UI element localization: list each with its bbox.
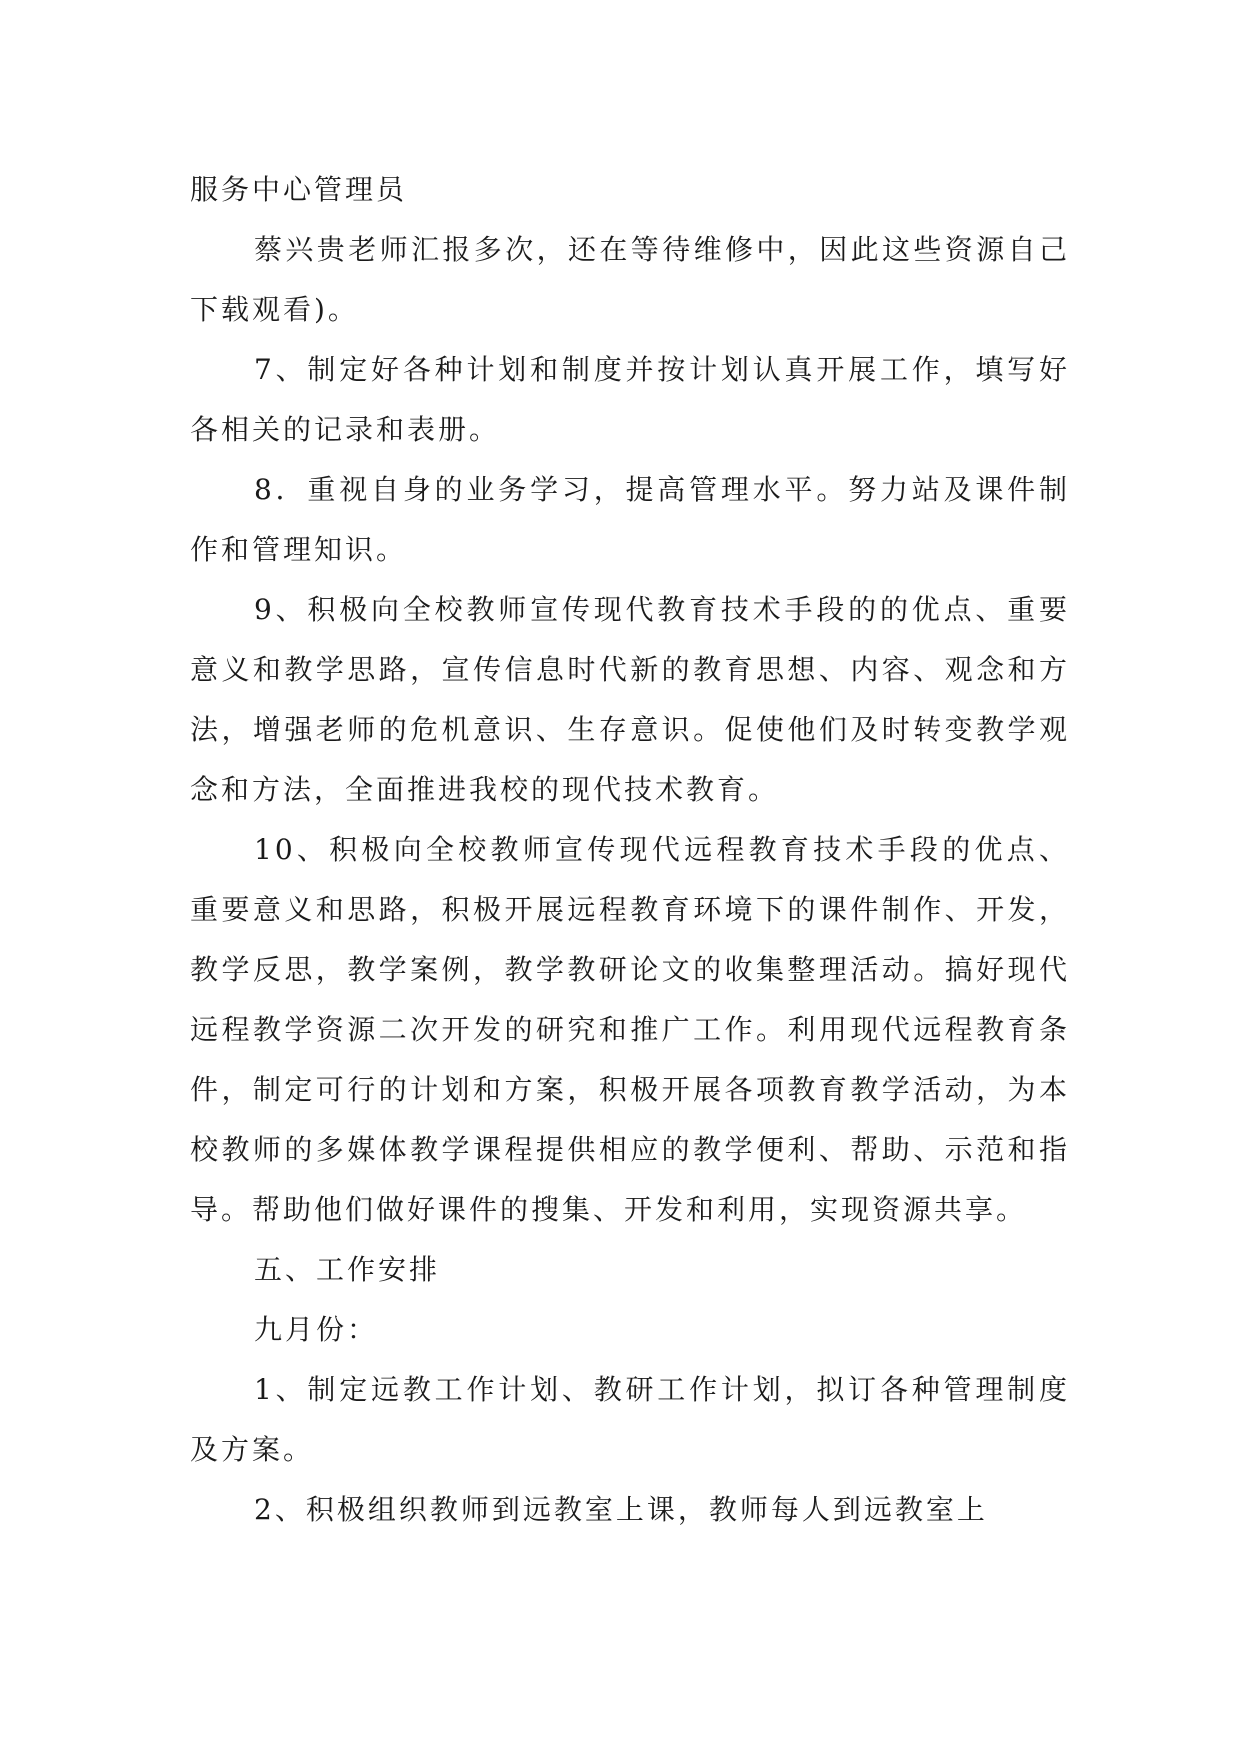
paragraph-item-10: 10、积极向全校教师宣传现代远程教育技术手段的优点、重要意义和思路，积极开展远程教育环境下的课件制作、开发，教学反思，教学案例，教学教研论文的收集整理活动。搞好现代远程教学资源二次开发的研究和推广工作。利用现代远程教育条件，制定可行的计划和方案，积极开展各项教育教学活动，为本校教师的多媒体教学课程提供相应的教学便利、帮助、示范和指导。帮助他们做好课件的搜集、开发和利用，实现资源共享。	[190, 833, 1070, 1226]
paragraph-item-7: 7、制定好各种计划和制度并按计划认真开展工作，填写好各相关的记录和表册。	[190, 353, 1070, 446]
paragraph-item-9: 9、积极向全校教师宣传现代教育技术手段的的优点、重要意义和教学思路，宣传信息时代新的教育思想、内容、观念和方法，增强老师的危机意识、生存意识。促使他们及时转变教学观念和方法，全面推进我校的现代技术教育。	[190, 593, 1070, 806]
month-heading-september: 九月份：	[254, 1313, 379, 1346]
paragraph-note-repair: 蔡兴贵老师汇报多次，还在等待维修中，因此这些资源自己下载观看)。	[190, 233, 1070, 326]
document-body	[190, 160, 1070, 1540]
section-heading-work-arrangement: 五、工作安排	[254, 1253, 441, 1286]
paragraph-september-item-2: 2、积极组织教师到远教室上课，教师每人到远教室上	[254, 1493, 988, 1526]
paragraph-september-item-1: 1、制定远教工作计划、教研工作计划，拟订各种管理制度及方案。	[190, 1373, 1070, 1466]
paragraph-continuation: 服务中心管理员	[190, 173, 408, 206]
paragraph-item-8: 8．重视自身的业务学习，提高管理水平。努力站及课件制作和管理知识。	[190, 473, 1070, 566]
